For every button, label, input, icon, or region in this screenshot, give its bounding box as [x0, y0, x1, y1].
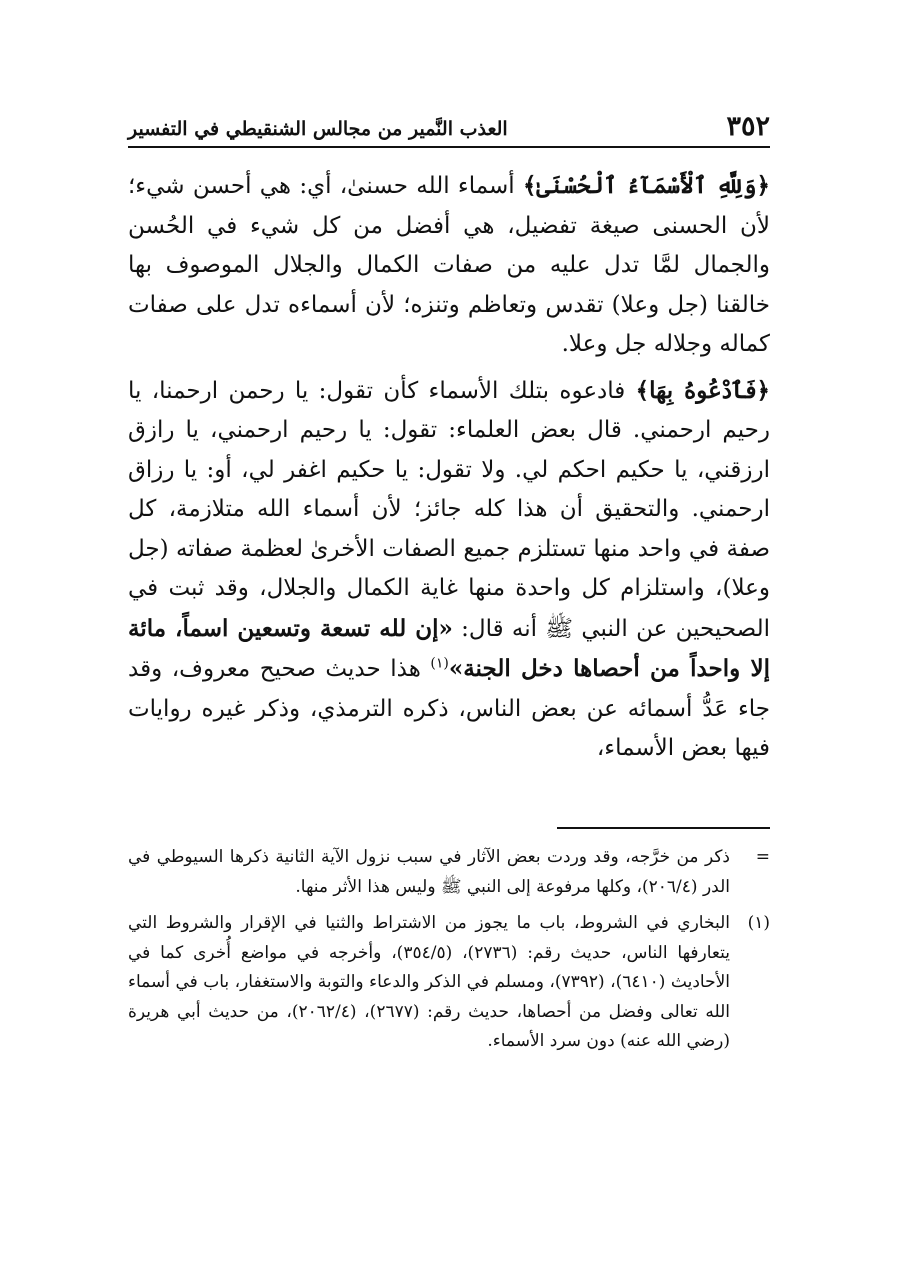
- main-text: [128, 166, 770, 769]
- quran-bracket-close: ﴾: [522, 172, 537, 199]
- footnote-continuation: [128, 843, 770, 902]
- paragraph-text: أسماء الله حسنىٰ، أي: هي أحسن شيء؛ لأن الحسنى صيغة تفضيل، هي أفضل من كل شيء في الحُسن والجمال لمَّا تدل عليه من صفات الكمال والجلال الموصوف بها خالقنا (جل وعلا) تقدس وتعاظم وتنزه؛ لأن أسماءه تدل على صفات كماله وجلاله جل وعلا.: [128, 173, 770, 357]
- quran-bracket-close: ﴾: [635, 376, 650, 404]
- paragraph-2: [128, 371, 770, 769]
- footnote-separator: [557, 827, 770, 829]
- quran-bracket-open: ﴿: [756, 172, 770, 199]
- page-number: ٣٥٢: [726, 111, 770, 142]
- paragraph-1: [128, 166, 770, 365]
- footnote-text: ذكر من خرَّجه، وقد وردت بعض الآثار في سبب نزول الآية الثانية ذكرها السيوطي في الدر (٢٠٦/٤)، وكلها مرفوعة إلى النبي ﷺ وليس هذا الأثر منها.: [128, 847, 730, 897]
- paragraph-text-continued: هذا حديث صحيح معروف، وقد جاء عَدُّ أسمائه عن بعض الناس، ذكره الترمذي، وذكر غيره روايات فيها بعض الأسماء،: [128, 656, 770, 761]
- quran-verse: فَٱدْعُوهُ بِهَا: [649, 376, 757, 404]
- footnote-marker: (١): [747, 913, 770, 933]
- running-title: العذب النَّمير من مجالس الشنقيطي في التفسير: [128, 118, 508, 140]
- page-header: [128, 112, 770, 148]
- quran-verse: وَلِلَّهِ ٱلْأَسْمَآءُ ٱلْحُسْنَىٰ: [536, 172, 757, 199]
- footnote-reference[interactable]: (١): [430, 655, 449, 672]
- paragraph-text: فادعوه بتلك الأسماء كأن تقول: يا رحمن ارحمنا، يا رحيم ارحمني. قال بعض العلماء: تقول: يا رحيم ارحمني، يا رازق ارزقني، يا حكيم احكم لي. ولا تقول: يا حكيم اغفر لي، أو: يا رزاق ارحمني. والتحقيق أن هذا كله جائز؛ لأن أسماء الله متلازمة، كل صفة في واحد منها تستلزم جميع الصفات الأخرىٰ لعظمة صفاته (جل وعلا)، واستلزام كل واحدة منها غاية الكمال والجلال، وقد ثبت في الصحيحين عن النبي ﷺ أنه قال:: [128, 377, 771, 642]
- footnote-text: البخاري في الشروط، باب ما يجوز من الاشتراط والثنيا في الإقرار والشروط التي يتعارفها الناس، حديث رقم: (٢٧٣٦)، (٣٥٤/٥)، وأخرجه في مواضع أُخرى كما في الأحاديث (٦٤١٠)، (٧٣٩٢)، ومسلم في الذكر والدعاء والتوبة والاستغفار، باب في أسماء الله تعالى وفضل من أحصاها، حديث رقم: (٢٦٧٧)، (٢٠٦٢/٤)، من حديث أبي هريرة (رضي الله عنه) دون سرد الأسماء.: [128, 913, 731, 1051]
- quran-bracket-open: ﴿: [756, 376, 770, 404]
- footnotes: [128, 843, 770, 1057]
- footnote-marker: =: [755, 847, 770, 867]
- hadith-quote: «إن لله تسعة وتسعين اسماً، مائة إلا واحداً من أحصاها دخل الجنة»: [128, 614, 770, 682]
- footnote-1: [128, 909, 770, 1057]
